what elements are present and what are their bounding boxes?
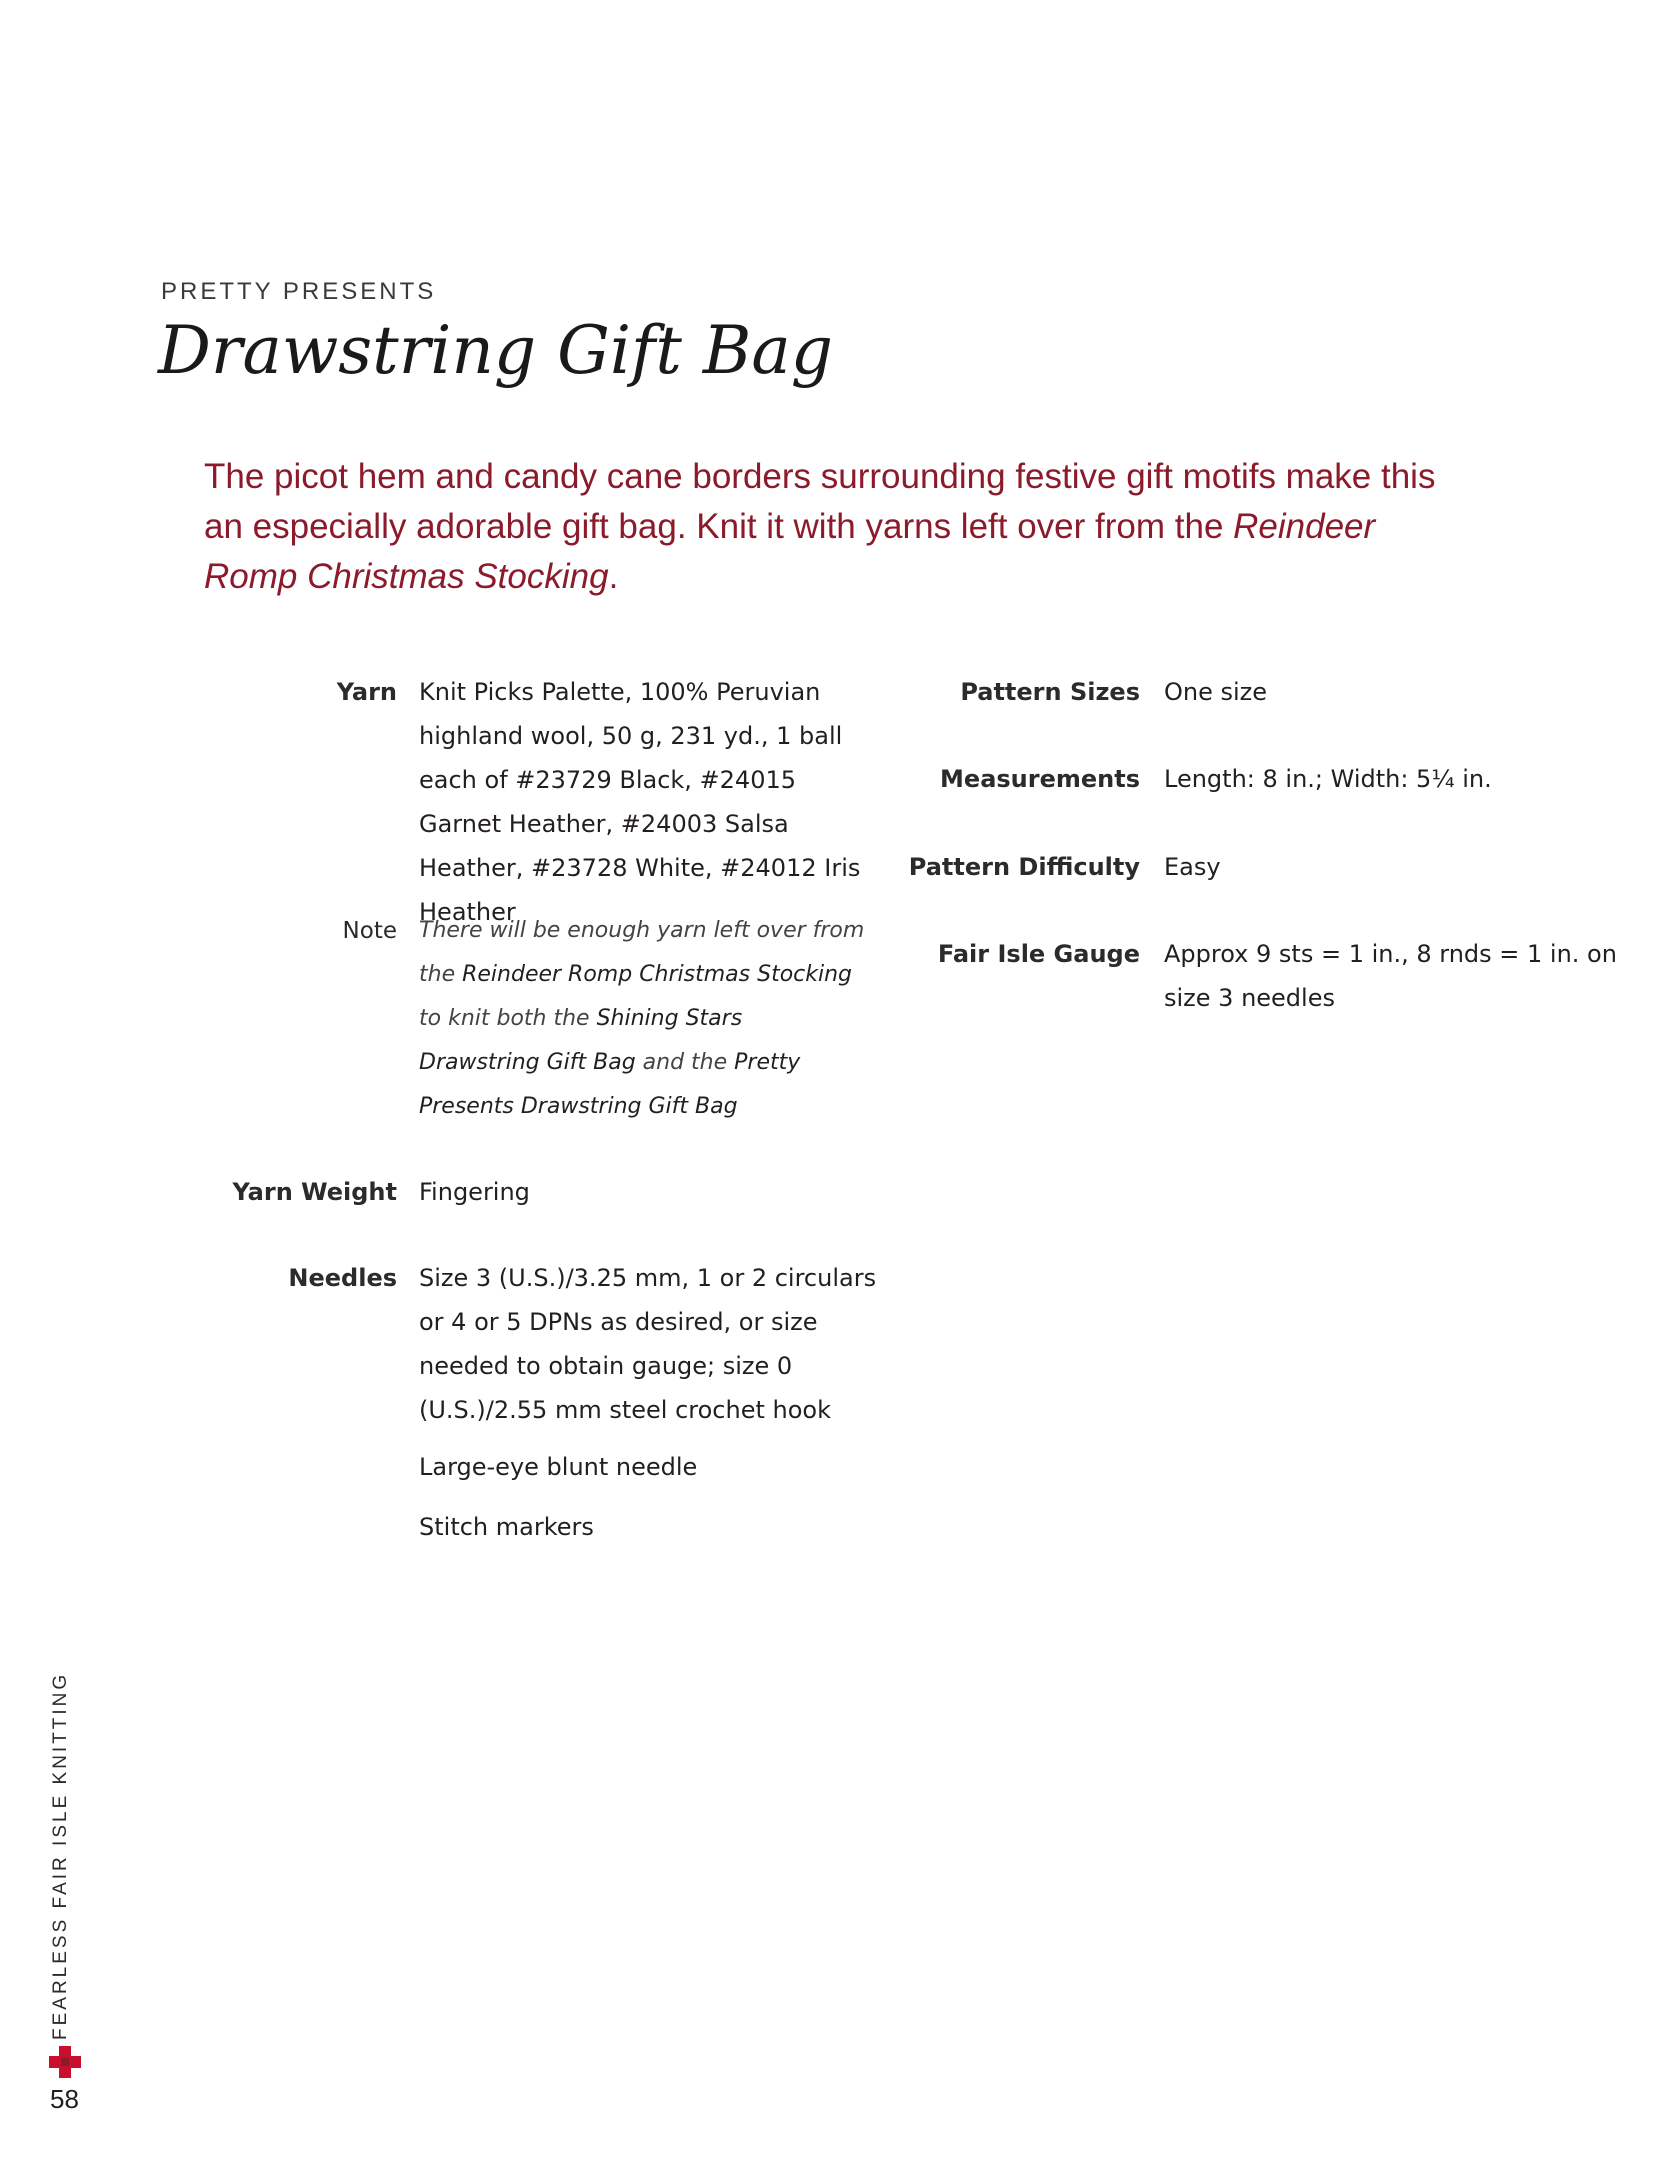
- spec-difficulty-value: Easy: [1164, 853, 1221, 881]
- note-title-2: Shining Stars Drawstring Gift Bag: [419, 1006, 743, 1075]
- spec-yarn-weight-value: Fingering: [419, 1178, 530, 1206]
- page-title: Drawstring Gift Bag: [158, 312, 833, 389]
- spine-book-title: FEARLESS FAIR ISLE KNITTING: [50, 1671, 71, 2040]
- spec-pattern-sizes-value: One size: [1164, 678, 1268, 706]
- section-kicker: PRETTY PRESENTS: [161, 278, 437, 305]
- spec-yarn-weight: [0, 1170, 879, 1214]
- note-text-3: and the: [635, 1050, 735, 1075]
- intro-text-1: The picot hem and candy cane borders surrounding festive gift motifs make this an especially adorable gift bag. Knit it with yarns left over from the: [204, 457, 1436, 546]
- spec-gauge: [0, 932, 1644, 1020]
- spec-gauge-value: Approx 9 sts = 1 in., 8 rnds = 1 in. on size 3 needles: [1164, 940, 1617, 1012]
- spec-needles: [0, 1256, 879, 1432]
- page-number: 58: [50, 2084, 79, 2114]
- spec-notion-stitch-markers: Stitch markers: [419, 1513, 594, 1541]
- note-title-3: Pretty Presents Drawstring Gift Bag: [419, 1050, 801, 1119]
- spec-needles-value: Size 3 (U.S.)/3.25 mm, 1 or 2 circulars or 4 or 5 DPNs as desired, or size needed to obtain gauge; size 0 (U.S.)/2.55 mm steel crochet hook: [419, 1264, 877, 1424]
- spec-measurements-label: Measurements: [940, 765, 1140, 793]
- note-text-2: to knit both the: [419, 1006, 597, 1031]
- intro-paragraph: [204, 452, 1464, 602]
- spec-measurements: [0, 757, 1644, 801]
- plus-icon: [47, 2044, 83, 2080]
- spec-note-label: Note: [342, 918, 397, 944]
- spec-yarn-value: Knit Picks Palette, 100% Peruvian highland wool, 50 g, 231 yd., 1 ball each of #23729 Black, #24015 Garnet Heather, #24003 Salsa Heather, #23728 White, #24012 Iris Heather: [419, 678, 861, 926]
- spec-measurements-value: Length: 8 in.; Width: 5¼ in.: [1164, 765, 1492, 793]
- intro-stocking-title: Reindeer Romp Christmas Stocking: [204, 507, 1376, 596]
- spec-needles-label: Needles: [288, 1264, 397, 1292]
- note-text-1: There will be enough yarn left over from the: [419, 918, 865, 987]
- spec-pattern-sizes: [0, 670, 1644, 714]
- spec-difficulty-label: Pattern Difficulty: [908, 853, 1140, 881]
- spec-yarn-weight-label: Yarn Weight: [232, 1178, 397, 1206]
- intro-text-2: .: [608, 557, 619, 596]
- spec-pattern-sizes-label: Pattern Sizes: [960, 678, 1140, 706]
- note-title-1: Reindeer Romp Christmas Stocking: [462, 962, 853, 987]
- spec-difficulty: [0, 845, 1644, 889]
- spec-gauge-label: Fair Isle Gauge: [937, 940, 1140, 968]
- spec-yarn-label: Yarn: [336, 678, 397, 706]
- spec-notion-blunt-needle: Large-eye blunt needle: [419, 1453, 698, 1481]
